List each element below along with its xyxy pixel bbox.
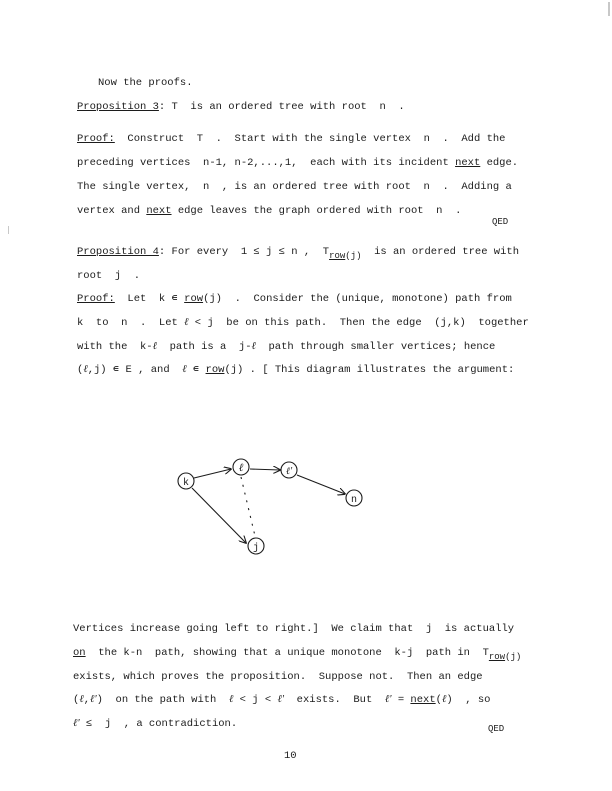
after-text-4c: ) on the path with	[96, 694, 229, 706]
proof-4-text-2a: k to n . Let	[77, 317, 185, 329]
ell-symbol: ℓ	[152, 341, 157, 352]
ell-prime-symbol: ℓ'	[384, 694, 392, 705]
proposition-4-line-2: root j .	[77, 270, 141, 282]
proof-4-text-4d: (j) . [ This diagram illustrates the argument:	[224, 364, 515, 376]
proof-4-text-4a: (	[77, 364, 84, 376]
ell-symbol: ℓ	[184, 317, 189, 328]
proposition-4-tail: is an ordered tree with	[361, 246, 519, 258]
ell-symbol: ℓ	[79, 694, 84, 705]
after-text-4g: (	[435, 694, 442, 706]
ell-symbol: ℓ	[83, 364, 88, 375]
proof-4-text-1b: (j) . Consider the (unique, monotone) path from	[203, 293, 512, 305]
node-lp-label: ℓ'	[285, 466, 293, 477]
after-line-1: Vertices increase going left to right.] We claim that j is actually	[73, 623, 515, 635]
after-text-2a: the k-n path, showing that a unique monotone k-j path in T	[85, 647, 489, 659]
row-subscript: row	[329, 251, 346, 261]
proof-3-text-4a: vertex and	[77, 205, 147, 217]
node-j-label: j	[252, 543, 260, 554]
proof-3-text-2b: edge.	[480, 157, 519, 169]
after-text-4a: (	[73, 694, 80, 706]
node-l-label: ℓ	[238, 462, 244, 474]
ell-prime-symbol: ℓ'	[73, 718, 80, 729]
ell-symbol: ℓ	[441, 694, 447, 705]
ell-symbol: ℓ	[251, 341, 256, 352]
after-line-2	[73, 647, 522, 662]
edge-l-lp	[250, 469, 280, 470]
row-subscript-arg: (j)	[345, 251, 362, 261]
ell-prime-symbol: ℓ'	[277, 694, 285, 705]
proof-4-text-3c: path through smaller vertices; hence	[255, 341, 496, 353]
proof-4-label: Proof:	[77, 293, 115, 305]
proof-4-text-1a: Let k ∊	[114, 293, 185, 305]
row-keyword: row	[184, 293, 204, 305]
row-keyword: row	[205, 364, 225, 376]
next-keyword: next	[455, 157, 481, 169]
after-line-5	[73, 718, 237, 730]
next-keyword: next	[410, 694, 436, 706]
proof-3-text-4b: edge leaves the graph ordered with root n .	[171, 205, 462, 217]
proposition-4-statement: : For every 1 ≤ j ≤ n , T	[158, 246, 330, 258]
row-subscript: row	[488, 652, 506, 662]
proof-4-text-4b: ,j) ∊ E , and	[87, 364, 183, 376]
after-text-4h: ) , so	[446, 694, 491, 706]
node-n-label: n	[350, 495, 358, 506]
ell-symbol: ℓ	[182, 364, 187, 375]
intro-line: Now the proofs.	[98, 77, 193, 89]
page-number: 10	[284, 750, 297, 762]
proof-3-text-1: Construct T . Start with the single vertex n . Add the	[114, 133, 506, 145]
proposition-3-label: Proposition 3	[77, 101, 159, 113]
after-text-4f: =	[391, 694, 411, 706]
after-text-4b: ,	[83, 694, 90, 706]
edge-k-l	[194, 469, 231, 478]
edge-k-j	[192, 488, 246, 543]
after-text-4d: < j <	[233, 694, 278, 706]
qed-2: QED	[488, 724, 505, 734]
after-text-4e: exists. But	[284, 694, 385, 706]
after-text-5a: ≤ j , a contradiction.	[79, 718, 238, 730]
after-line-4	[73, 694, 490, 706]
next-keyword: next	[146, 205, 172, 217]
proposition-4-label: Proposition 4	[77, 246, 159, 258]
proof-4-text-3a: with the k-	[77, 341, 153, 353]
proof-3-text-2a: preceding vertices n-1, n-2,...,1, each with its incident	[77, 157, 456, 169]
dotted-edge-l-j	[241, 477, 255, 536]
ell-prime-symbol: ℓ'	[90, 694, 97, 705]
proof-3-label: Proof:	[77, 133, 115, 145]
on-keyword: on	[73, 647, 86, 659]
qed-1: QED	[492, 217, 509, 227]
proof-3-line-3: The single vertex, n , is an ordered tree with root n . Adding a	[77, 181, 512, 193]
node-k-label: k	[182, 478, 190, 489]
proof-4-text-4c: ∊	[186, 364, 206, 376]
after-line-3: exists, which proves the proposition. Suppose not. Then an edge	[73, 671, 483, 683]
proposition-3-statement: : T is an ordered tree with root n .	[158, 101, 405, 113]
ell-symbol: ℓ	[228, 694, 234, 705]
proof-4-text-3b: path is a j-	[157, 341, 252, 353]
edge-lp-n	[297, 475, 345, 494]
proof-4-text-2b: < j be on this path. Then the edge (j,k) together	[188, 317, 529, 329]
row-subscript-arg: (j)	[505, 652, 522, 662]
